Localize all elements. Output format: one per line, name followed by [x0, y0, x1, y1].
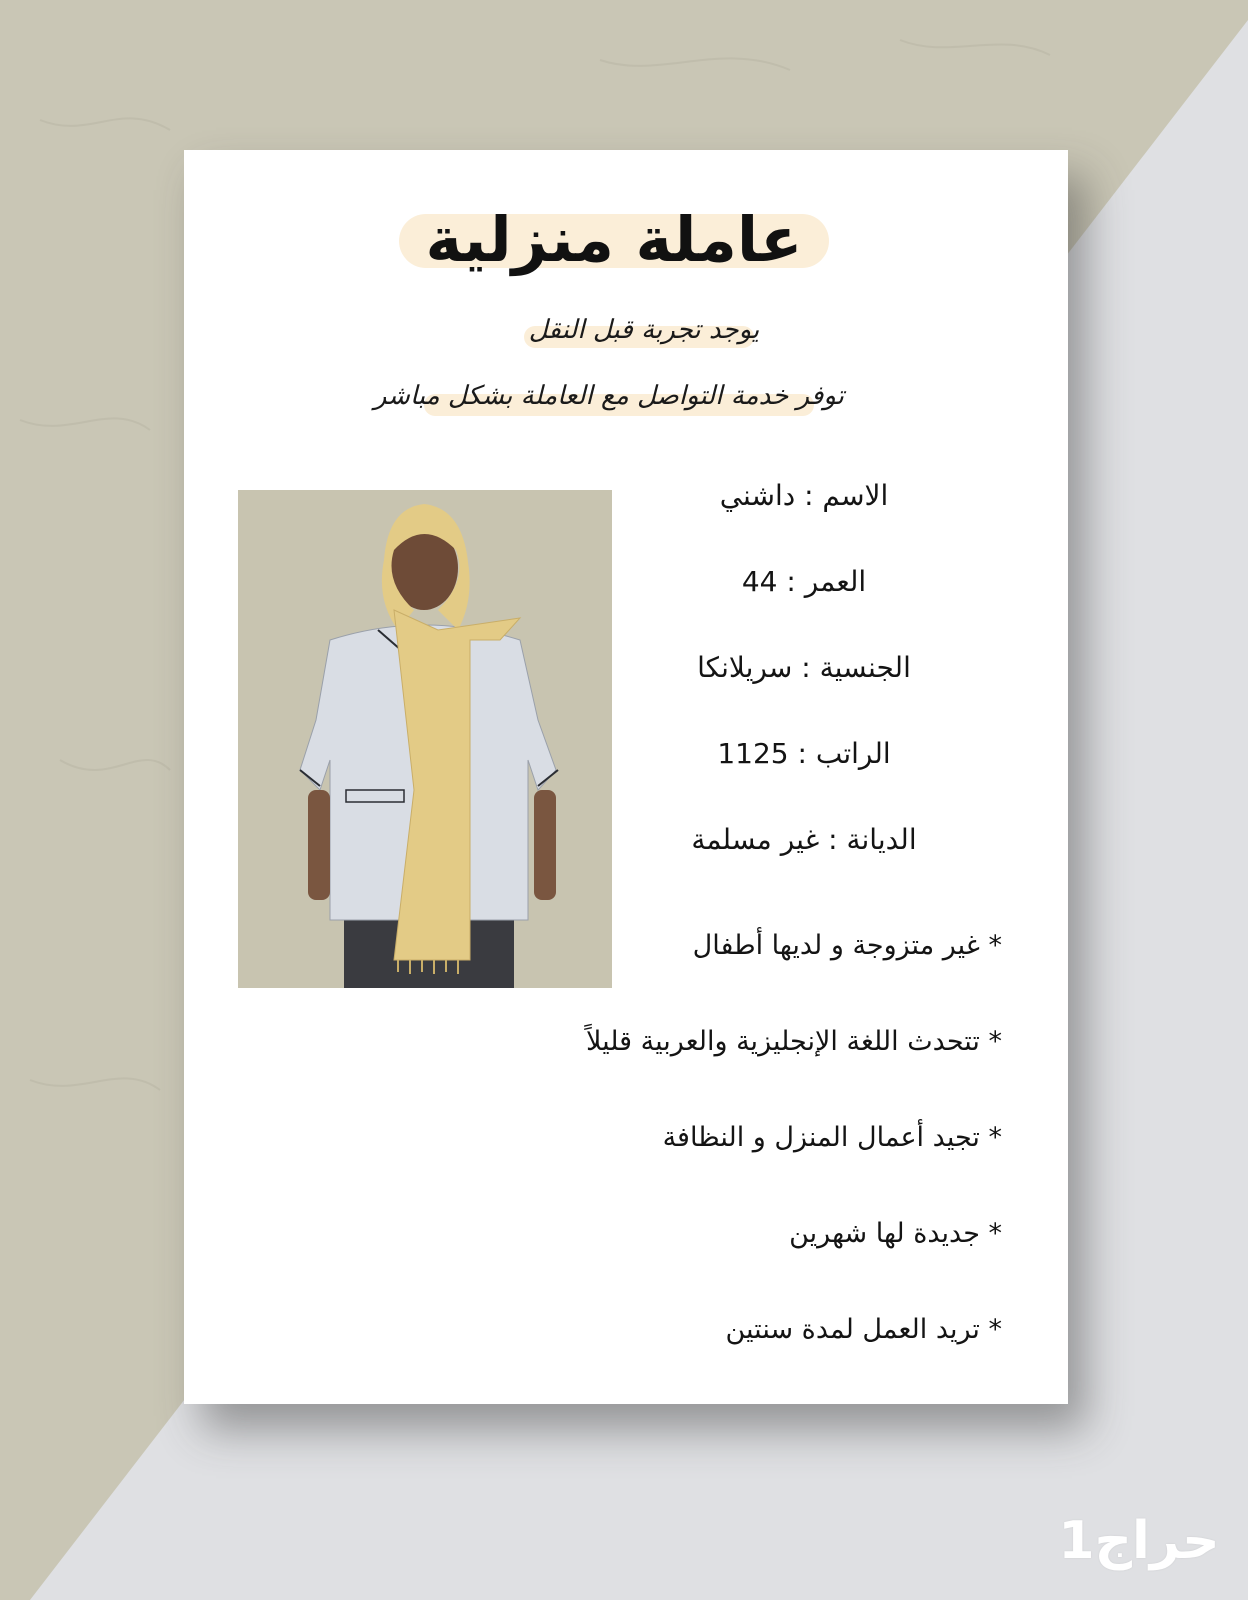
detail-item: * تريد العمل لمدة سنتين: [725, 1314, 1002, 1345]
detail-item: * تجيد أعمال المنزل و النظافة: [662, 1122, 1002, 1153]
field-religion: الديانة : غير مسلمة: [691, 823, 917, 856]
note-contact: توفر خدمة التواصل مع العاملة بشكل مباشر: [373, 381, 844, 411]
detail-item: * جديدة لها شهرين: [789, 1218, 1002, 1249]
title-block: [399, 203, 829, 276]
page-title: عاملة منزلية: [425, 203, 803, 276]
worker-photo: [238, 490, 612, 988]
listing-card: [184, 150, 1068, 1404]
worker-photo-illustration: [238, 490, 612, 988]
detail-item: * تتحدث اللغة الإنجليزية والعربية قليلاً: [585, 1026, 1002, 1057]
field-nationality: الجنسية : سريلانكا: [697, 651, 911, 684]
detail-item: * غير متزوجة و لديها أطفال: [692, 930, 1002, 961]
field-salary: الراتب : 1125: [717, 737, 891, 770]
watermark-logo: حراج1: [1058, 1511, 1220, 1571]
note-transfer: يوجد تجربة قبل النقل: [528, 315, 760, 345]
field-age: العمر : 44: [741, 565, 867, 598]
field-name: الاسم : داشني: [719, 479, 889, 512]
